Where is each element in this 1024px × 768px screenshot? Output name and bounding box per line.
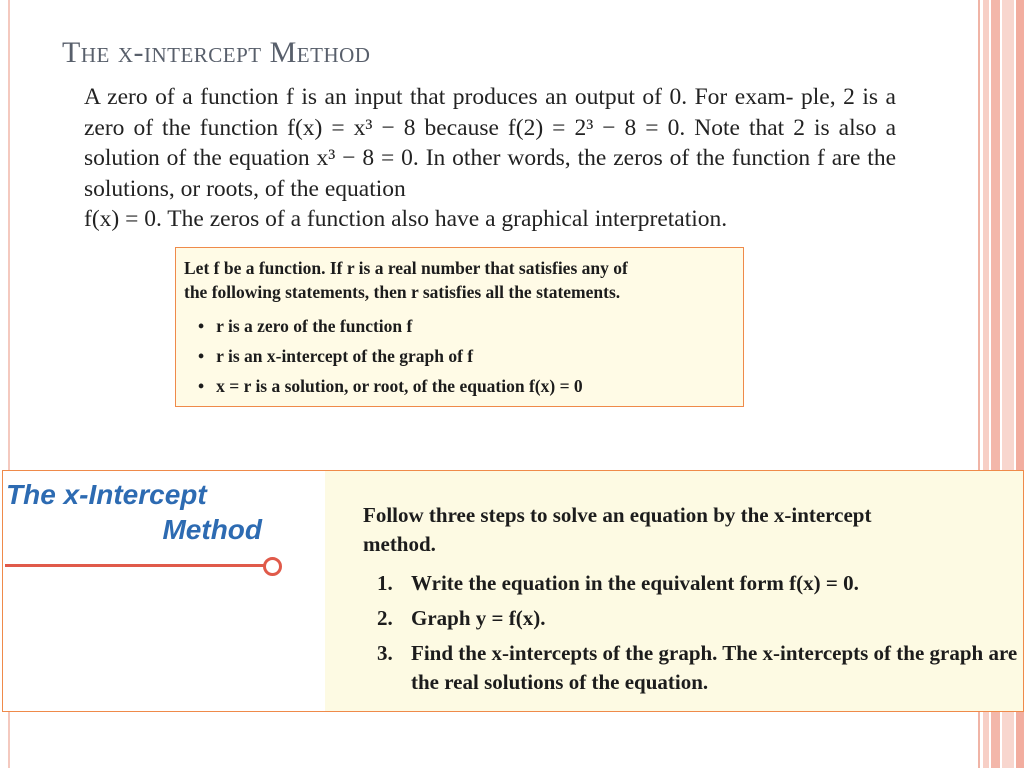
step-text: Write the equation in the equivalent form f(x) = 0.	[411, 571, 859, 595]
method-heading-line-1: The x-Intercept	[6, 479, 207, 510]
step-number: 1.	[377, 571, 393, 595]
intro-line-4: the zeros of the function f are the solutions, or roots, of the equation	[84, 145, 896, 202]
method-step	[377, 639, 1023, 697]
theorem-intro	[184, 256, 739, 304]
theorem-bullet-item	[198, 316, 412, 337]
theorem-intro-line-2: the following statements, then r satisfies all the statements.	[184, 282, 621, 302]
method-step	[377, 569, 1023, 598]
step-text: Find the x-intercepts of the graph. The x-intercepts of the graph are the real solutions of the equation.	[411, 641, 1018, 694]
theorem-bullet-text: r is a zero of the function f	[216, 316, 413, 336]
intro-line-5: f(x) = 0. The zeros of a function also have a graphical interpretation.	[84, 206, 728, 232]
theorem-bullet-item	[198, 376, 583, 397]
method-instructions-line-2: method.	[363, 532, 436, 556]
method-heading-line-2: Method	[162, 514, 262, 545]
bullet-dot-icon: •	[198, 316, 205, 336]
bullet-dot-icon: •	[198, 346, 205, 366]
method-instructions-line-1: Follow three steps to solve an equation by the x-intercept	[363, 503, 872, 527]
method-panel	[2, 470, 1024, 712]
step-text: Graph y = f(x).	[411, 606, 546, 630]
theorem-bullet-item	[198, 346, 473, 367]
intro-paragraph	[84, 82, 896, 235]
theorem-intro-line-1: Let f be a function. If r is a real number that satisfies any of	[184, 258, 628, 278]
intro-line-2: ple, 2 is a zero of the function f(x) = x³ − 8 because f(2) = 2³ − 8 = 0.	[84, 84, 896, 141]
method-heading	[6, 477, 262, 547]
heading-underline-rule	[5, 564, 267, 567]
step-number: 3.	[377, 641, 393, 665]
method-instructions	[363, 501, 983, 559]
theorem-bullet-text: r is an x-intercept of the graph of f	[216, 346, 474, 366]
method-step	[377, 604, 1023, 633]
slide-title: The x-intercept Method	[62, 36, 371, 69]
theorem-box	[175, 247, 744, 407]
bullet-dot-icon: •	[198, 376, 205, 396]
step-number: 2.	[377, 606, 393, 630]
heading-circle-marker-icon	[263, 557, 282, 576]
theorem-bullet-text: x = r is a solution, or root, of the equation f(x) = 0	[216, 376, 583, 396]
intro-line-3: Note that 2 is also a solution of the equation x³ − 8 = 0. In other words,	[84, 114, 896, 171]
intro-line-1: A zero of a function f is an input that produces an output of 0. For exam-	[84, 84, 794, 110]
